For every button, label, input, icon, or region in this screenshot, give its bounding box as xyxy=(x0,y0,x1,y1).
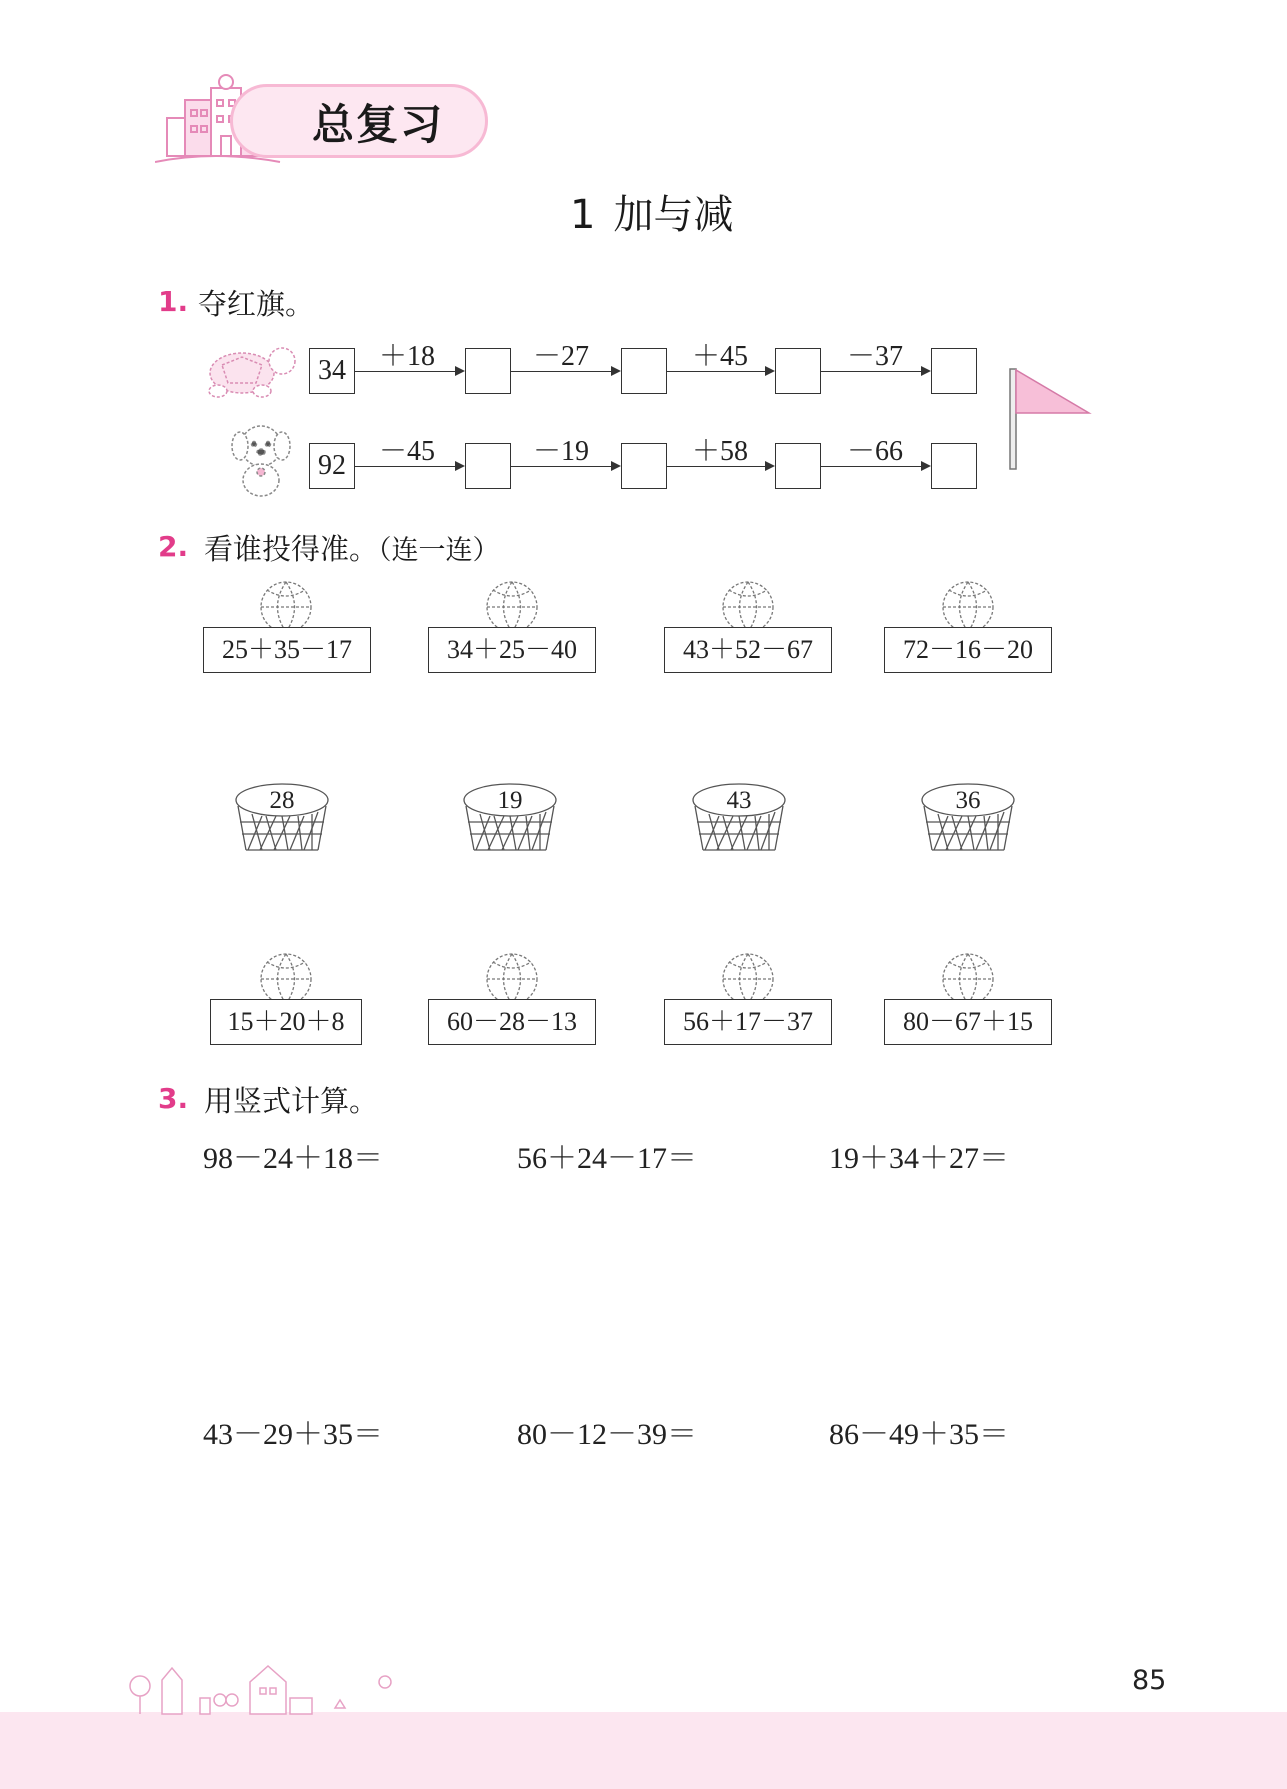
footer-band xyxy=(0,1712,1287,1789)
basketball-icon xyxy=(721,580,775,634)
question-3-text: 用竖式计算。 xyxy=(204,1084,379,1118)
question-1-text: 夺红旗。 xyxy=(198,287,315,321)
answer-box[interactable] xyxy=(775,443,821,489)
answer-box[interactable] xyxy=(931,348,977,394)
chain-operation: ＋45 xyxy=(691,341,748,372)
chain-start-value: 92 xyxy=(309,443,355,489)
chain-operation: －27 xyxy=(532,341,589,372)
calc-problem: 80－12－39＝ xyxy=(517,1418,697,1451)
answer-box[interactable] xyxy=(931,443,977,489)
expression-box[interactable]: 15＋20＋8 xyxy=(210,999,362,1045)
question-2-instruction: 看谁投得准。 xyxy=(204,532,379,566)
lesson-title xyxy=(570,183,751,240)
question-1-number: 1. xyxy=(158,285,189,318)
answer-box[interactable] xyxy=(621,348,667,394)
town-decoration-icon xyxy=(120,1648,400,1718)
answer-box[interactable] xyxy=(465,443,511,489)
basketball-icon xyxy=(485,580,539,634)
hoop-number: 28 xyxy=(269,787,295,814)
question-2-number: 2. xyxy=(158,530,189,563)
hoop-number: 43 xyxy=(726,787,752,814)
expression-box[interactable]: 25＋35－17 xyxy=(203,627,371,673)
calc-problem: 19＋34＋27＝ xyxy=(829,1142,1009,1175)
question-3-number: 3. xyxy=(158,1082,189,1115)
chain-start-value: 34 xyxy=(309,348,355,394)
question-2-note: （连一连） xyxy=(378,535,500,566)
basketball-icon xyxy=(485,952,539,1006)
calc-problem: 56＋24－17＝ xyxy=(517,1142,697,1175)
puppy-icon xyxy=(228,420,294,502)
expression-box[interactable]: 72－16－20 xyxy=(884,627,1052,673)
basketball-icon xyxy=(259,952,313,1006)
expression-box[interactable]: 43＋52－67 xyxy=(664,627,832,673)
red-flag-icon xyxy=(1005,366,1097,472)
calc-problem: 98－24＋18＝ xyxy=(203,1142,383,1175)
answer-box[interactable] xyxy=(465,348,511,394)
page-number: 85 xyxy=(1132,1665,1167,1696)
calc-problem: 86－49＋35＝ xyxy=(829,1418,1009,1451)
basketball-icon xyxy=(259,580,313,634)
chain-operation: ＋18 xyxy=(378,341,435,372)
answer-box[interactable] xyxy=(775,348,821,394)
basketball-icon xyxy=(721,952,775,1006)
expression-box[interactable]: 60－28－13 xyxy=(428,999,596,1045)
lesson-name: 加与减 xyxy=(613,192,734,238)
turtle-icon xyxy=(200,335,300,405)
page-title: 总复习 xyxy=(312,100,445,149)
lesson-number: 1 xyxy=(570,192,596,238)
answer-box[interactable] xyxy=(621,443,667,489)
question-2-text xyxy=(204,527,500,568)
hoop-number: 36 xyxy=(955,787,981,814)
expression-box[interactable]: 56＋17－37 xyxy=(664,999,832,1045)
chain-operation: ＋58 xyxy=(691,436,748,467)
chain-operation: －19 xyxy=(532,436,589,467)
hoop-number: 19 xyxy=(497,787,523,814)
chain-operation: －45 xyxy=(378,436,435,467)
expression-box[interactable]: 34＋25－40 xyxy=(428,627,596,673)
chain-operation: －37 xyxy=(846,341,903,372)
expression-box[interactable]: 80－67＋15 xyxy=(884,999,1052,1045)
basketball-icon xyxy=(941,580,995,634)
calc-problem: 43－29＋35＝ xyxy=(203,1418,383,1451)
basketball-icon xyxy=(941,952,995,1006)
chain-operation: －66 xyxy=(846,436,903,467)
